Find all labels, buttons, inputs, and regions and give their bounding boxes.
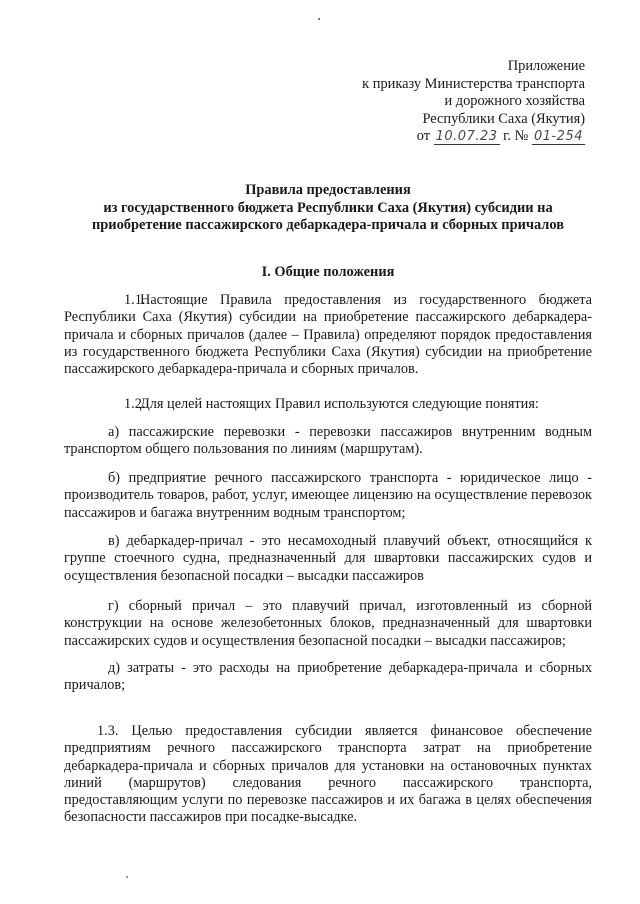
paragraph-1-1 bbox=[64, 292, 592, 378]
paragraph-label: 1.2. bbox=[124, 396, 146, 412]
appendix-line-3: и дорожного хозяйства bbox=[444, 93, 585, 109]
handwritten-date: 10.07.23 bbox=[435, 129, 498, 144]
paragraph-1-2 bbox=[64, 396, 592, 413]
number-prefix: г. № bbox=[503, 128, 529, 144]
paragraph-text: Для целей настоящих Правил используются следующие понятия: bbox=[140, 396, 539, 412]
scan-mark bbox=[318, 18, 320, 20]
definition-a: а) пассажирские перевозки - перевозки пассажиров внутренним водным транспортом общего пользования по линиям (маршрутам). bbox=[64, 424, 592, 458]
appendix-date-line bbox=[362, 128, 585, 146]
paragraph-text: Настоящие Правила предоставления из государственного бюджета Республики Саха (Якутия) субсидии на приобретение пассажирского дебаркадера-причала и сборных причалов (далее – Правила) определяют порядок предоставления из государственного бюджета Республики Саха (Якутия) субсидии на приобретение пассажирского дебаркадера-причала и сборных причалов. bbox=[64, 292, 592, 378]
scan-mark bbox=[126, 876, 128, 878]
appendix-block bbox=[362, 58, 585, 146]
appendix-line-2: к приказу Министерства транспорта bbox=[362, 75, 585, 92]
definition-d: г) сборный причал – это плавучий причал, изготовленный из сборной конструкции на основе железобетонных блоков, предназначенный для швартовки пассажирских судов и осуществления безопасной посадки – высадки пассажиров; bbox=[64, 598, 592, 649]
definition-c: в) дебаркадер-причал - это несамоходный плавучий объект, относящийся к группе стоечного судна, предназначенный для швартовки пассажирских судов и осуществления безопасной посадки – высадки пассажиров bbox=[64, 533, 592, 584]
paragraph-1-3: 1.3. Целью предоставления субсидии является финансовое обеспечение предприятиям речного пассажирского транспорта затрат на приобретение дебаркадера-причала и сборных причалов для установки на остановочных пунктах линий (маршрутов) следования речного пассажирского транспорта, предоставляющим услуги по перевозке пассажиров и их багажа в целях обеспечения безопасности пассажиров при посадке-высадке. bbox=[64, 723, 592, 826]
appendix-line-1: Приложение bbox=[507, 58, 585, 74]
handwritten-number: 01-254 bbox=[533, 129, 583, 144]
definition-b: б) предприятие речного пассажирского транспорта - юридическое лицо - производитель товаров, работ, услуг, имеющее лицензию на осуществление перевозок пассажиров и багажа внутренним водным транспортом; bbox=[64, 470, 592, 521]
paragraph-label: 1.1. bbox=[124, 292, 146, 308]
definition-e: д) затраты - это расходы на приобретение дебаркадера-причала и сборных причалов; bbox=[64, 660, 592, 694]
section-heading: I. Общие положения bbox=[261, 264, 395, 280]
appendix-line-4: Республики Саха (Якутия) bbox=[422, 110, 585, 127]
document-title bbox=[60, 182, 596, 235]
date-prefix: от bbox=[416, 128, 431, 144]
title-line-1: Правила предоставления bbox=[245, 182, 411, 198]
title-line-2: из государственного бюджета Республики Саха (Якутия) субсидии на bbox=[103, 199, 553, 216]
title-line-3: приобретение пассажирского дебаркадера-причала и сборных причалов bbox=[92, 217, 564, 233]
